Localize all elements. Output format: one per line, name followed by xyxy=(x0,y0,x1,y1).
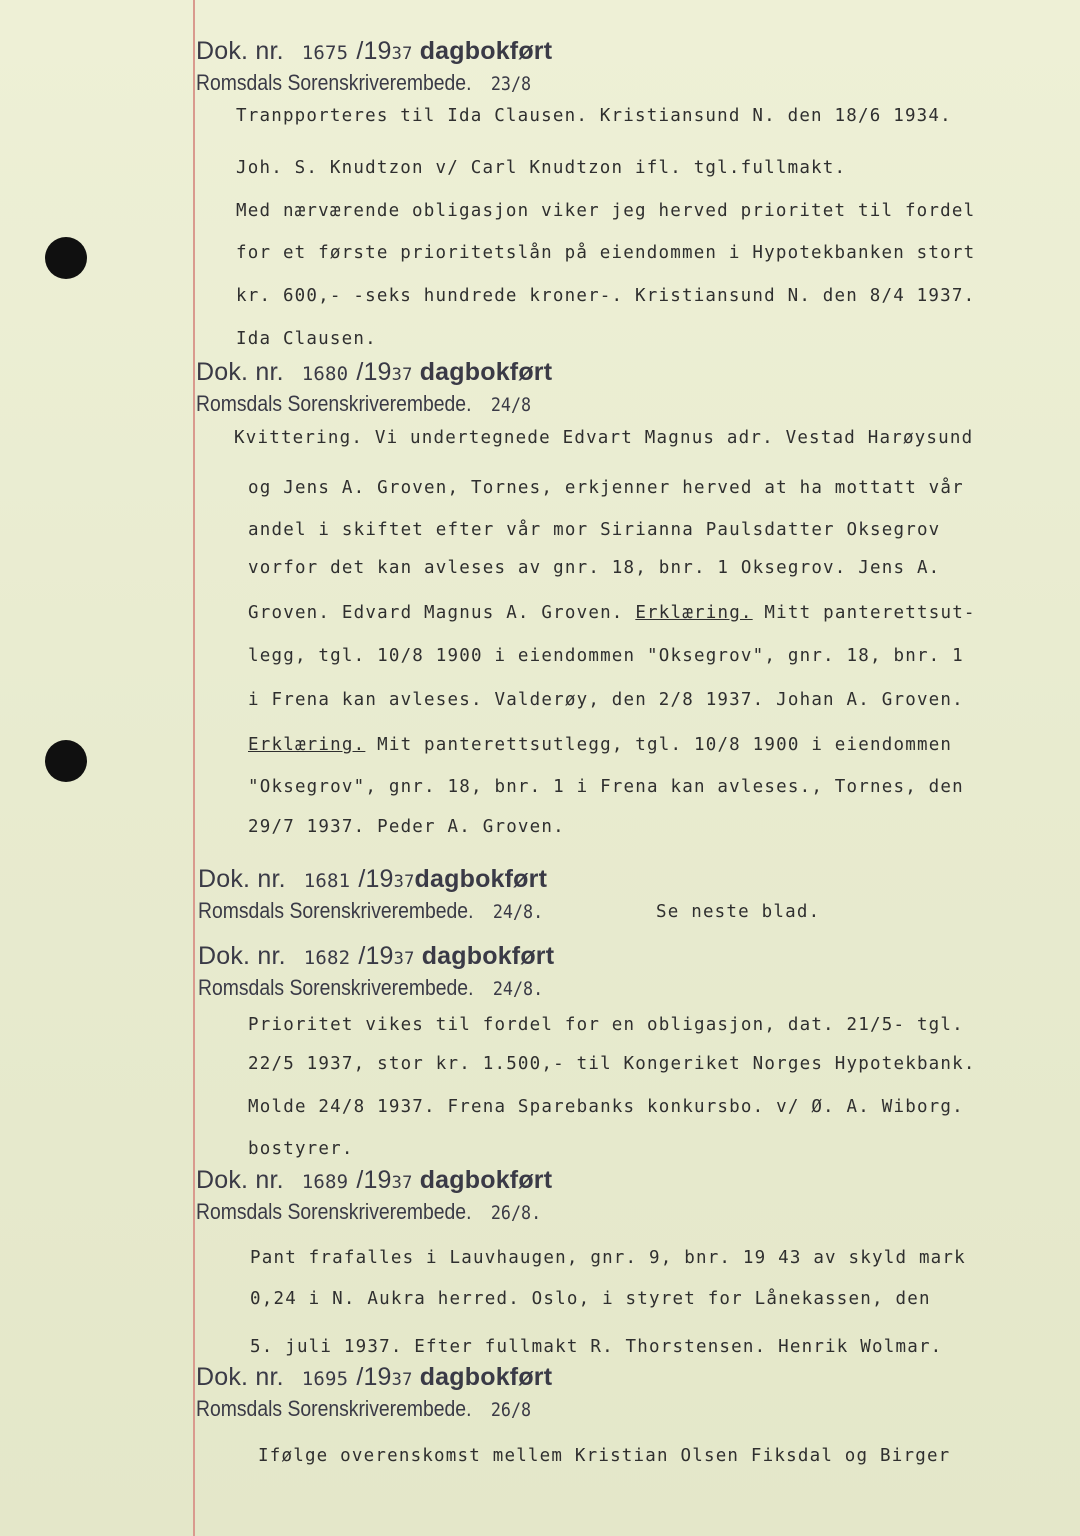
text-line: Ida Clausen. xyxy=(236,329,377,349)
stamp-1695 xyxy=(196,1362,577,1424)
text-segment: Mit panterettsutlegg, tgl. 10/8 1900 i eiendommen xyxy=(377,735,953,755)
year-prefix: /19 xyxy=(356,1363,392,1391)
dok-number: 1689 xyxy=(301,1171,349,1193)
dagbok-label: dagbokført xyxy=(419,1166,553,1194)
dok-label: Dok. nr. xyxy=(196,358,284,386)
entry-date: 26/8. xyxy=(490,1202,542,1224)
punch-hole-top xyxy=(45,237,87,279)
dok-label: Dok. nr. xyxy=(198,865,286,893)
erklaering-heading: Erklæring. xyxy=(635,603,753,623)
office-name: Romsdals Sorenskriverembede. xyxy=(198,975,474,1000)
dok-number: 1680 xyxy=(301,363,349,385)
punch-hole-bottom xyxy=(45,740,87,782)
entry-date: 23/8 xyxy=(490,73,532,95)
text-line: i Frena kan avleses. Valderøy, den 2/8 1937. Johan A. Groven. xyxy=(248,690,964,710)
text-line: 29/7 1937. Peder A. Groven. xyxy=(248,817,565,837)
text-line: 0,24 i N. Aukra herred. Oslo, i styret for Lånekassen, den xyxy=(250,1289,931,1309)
entry-date: 24/8. xyxy=(492,978,544,1000)
dok-label: Dok. nr. xyxy=(196,37,284,65)
dok-number: 1695 xyxy=(301,1368,349,1390)
office-name: Romsdals Sorenskriverembede. xyxy=(196,391,472,416)
text-segment: Mitt panterettsut- xyxy=(764,603,976,623)
text-segment: Groven. Edvard Magnus A. Groven. xyxy=(248,603,624,623)
text-line: "Oksegrov", gnr. 18, bnr. 1 i Frena kan avleses., Tornes, den xyxy=(248,777,964,797)
dok-number: 1681 xyxy=(303,870,351,892)
stamp-1675 xyxy=(196,36,577,98)
text-line: 22/5 1937, stor kr. 1.500,- til Kongeriket Norges Hypotekbank. xyxy=(248,1054,976,1074)
text-line: legg, tgl. 10/8 1900 i eiendommen "Oksegrov", gnr. 18, bnr. 1 xyxy=(248,646,964,666)
text-line: og Jens A. Groven, Tornes, erkjenner herved at ha mottatt vår xyxy=(248,478,964,498)
year-prefix: /19 xyxy=(356,358,392,386)
text-line: Pant frafalles i Lauvhaugen, gnr. 9, bnr. 19 43 av skyld mark xyxy=(250,1248,966,1268)
year-suffix: 37 xyxy=(391,1173,413,1193)
entry-date: 26/8 xyxy=(490,1399,532,1421)
text-line: kr. 600,- -seks hundrede kroner-. Kristiansund N. den 8/4 1937. xyxy=(236,286,976,306)
text-line: bostyrer. xyxy=(248,1139,354,1159)
year-prefix: /19 xyxy=(358,942,394,970)
dok-label: Dok. nr. xyxy=(196,1166,284,1194)
dagbok-label: dagbokført xyxy=(419,1363,553,1391)
year-suffix: 37 xyxy=(391,1370,413,1390)
stamp-1689 xyxy=(196,1165,588,1227)
text-line: Ifølge overenskomst mellem Kristian Olsen Fiksdal og Birger xyxy=(258,1446,951,1466)
text-line: 5. juli 1937. Efter fullmakt R. Thorstensen. Henrik Wolmar. xyxy=(250,1337,943,1357)
dagbok-label: dagbokført xyxy=(419,358,553,386)
year-prefix: /19 xyxy=(356,1166,392,1194)
text-line: vorfor det kan avleses av gnr. 18, bnr. 1 Oksegrov. Jens A. xyxy=(248,558,941,578)
office-name: Romsdals Sorenskriverembede. xyxy=(196,70,472,95)
office-name: Romsdals Sorenskriverembede. xyxy=(198,898,474,923)
stamp-1681 xyxy=(198,864,590,926)
dok-label: Dok. nr. xyxy=(196,1363,284,1391)
entry-date: 24/8. xyxy=(492,901,544,923)
dagbok-label: dagbokført xyxy=(414,865,548,893)
text-line xyxy=(248,735,952,755)
year-prefix: /19 xyxy=(358,865,394,893)
stamp-1682 xyxy=(198,941,590,1003)
text-line: Tranpporteres til Ida Clausen. Kristiansund N. den 18/6 1934. xyxy=(236,106,952,126)
dagbok-label: dagbokført xyxy=(419,37,553,65)
text-line: Med nærværende obligasjon viker jeg herved prioritet til fordel xyxy=(236,201,976,221)
text-line: Prioritet vikes til fordel for en obligasjon, dat. 21/5- tgl. xyxy=(248,1015,964,1035)
text-line: Kvittering. Vi undertegnede Edvart Magnus adr. Vestad Harøysund xyxy=(234,428,974,448)
dok-label: Dok. nr. xyxy=(198,942,286,970)
office-name: Romsdals Sorenskriverembede. xyxy=(196,1199,472,1224)
text-line: Joh. S. Knudtzon v/ Carl Knudtzon ifl. tgl.fullmakt. xyxy=(236,158,847,178)
text-line: andel i skiftet efter vår mor Sirianna Paulsdatter Oksegrov xyxy=(248,520,941,540)
entry-date: 24/8 xyxy=(490,394,532,416)
dagbok-label: dagbokført xyxy=(421,942,555,970)
office-name: Romsdals Sorenskriverembede. xyxy=(196,1396,472,1421)
erklaering-heading: Erklæring. xyxy=(248,735,366,755)
year-suffix: 37 xyxy=(391,365,413,385)
dok-number: 1675 xyxy=(301,42,349,64)
text-line xyxy=(248,603,976,623)
year-suffix: 37 xyxy=(393,872,415,892)
dok-number: 1682 xyxy=(303,947,351,969)
year-suffix: 37 xyxy=(391,44,413,64)
year-prefix: /19 xyxy=(356,37,392,65)
cross-reference-note: Se neste blad. xyxy=(656,902,821,922)
year-suffix: 37 xyxy=(393,949,415,969)
text-line: for et første prioritetslån på eiendommen i Hypotekbanken stort xyxy=(236,243,976,263)
text-line: Molde 24/8 1937. Frena Sparebanks konkursbo. v/ Ø. A. Wiborg. xyxy=(248,1097,964,1117)
margin-rule xyxy=(193,0,195,1536)
stamp-1680 xyxy=(196,357,577,419)
